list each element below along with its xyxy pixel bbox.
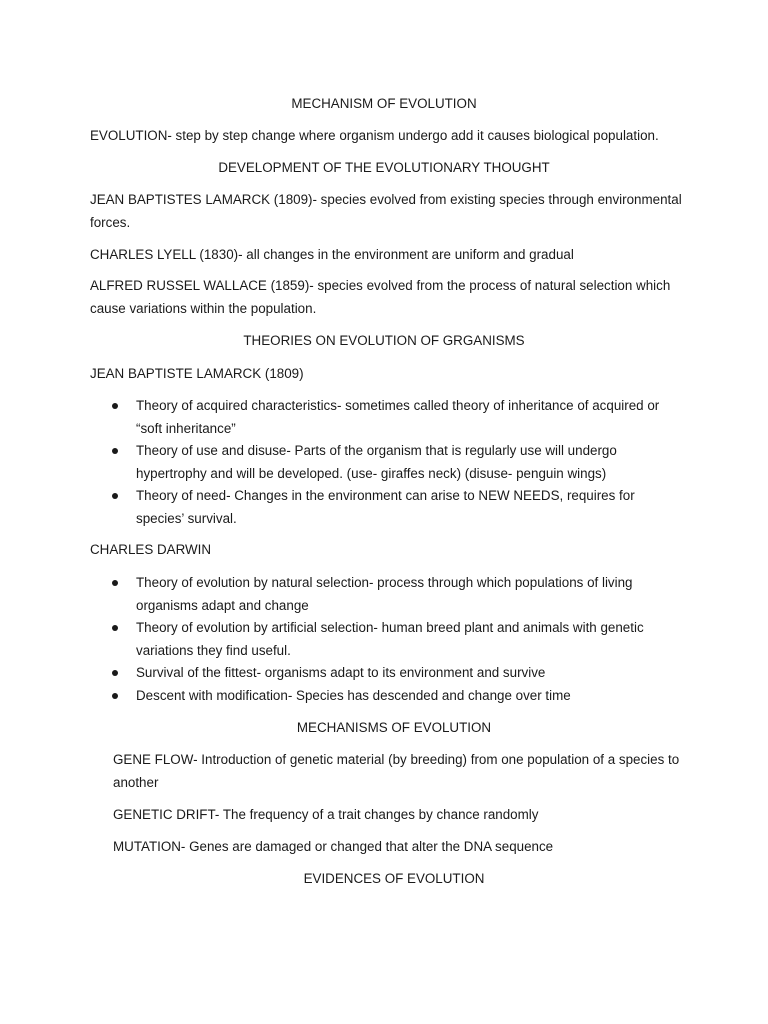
lyell-paragraph: CHARLES LYELL (1830)- all changes in the environment are uniform and gradual [90, 247, 574, 262]
darwin-heading: CHARLES DARWIN [90, 542, 212, 557]
gene-flow-paragraph: GENE FLOW- Introduction of genetic material (by breeding) from one population of a species to another [113, 752, 680, 790]
bullet-icon [112, 493, 118, 499]
list-item [90, 485, 682, 530]
list-item [90, 440, 682, 485]
mechanisms-heading: MECHANISMS OF EVOLUTION [296, 720, 492, 735]
list-item-text: Survival of the fittest- organisms adapt to its environment and survive [136, 665, 546, 680]
darwin-theory-list [90, 572, 682, 707]
list-item-text: Theory of acquired characteristics- sometimes called theory of inheritance of acquired or “soft inheritance” [136, 398, 660, 436]
bullet-icon [112, 670, 118, 676]
list-item-text: Theory of use and disuse- Parts of the organism that is regularly use will undergo hypertrophy and will be developed. (use- giraffes neck) (disuse- penguin wings) [136, 443, 617, 481]
lamarck-development-paragraph: JEAN BAPTISTES LAMARCK (1809)- species evolved from existing species through environmental forces. [90, 192, 682, 230]
development-heading: DEVELOPMENT OF THE EVOLUTIONARY THOUGHT [218, 160, 550, 175]
lamarck-heading: JEAN BAPTISTE LAMARCK (1809) [90, 366, 304, 381]
evidences-heading: EVIDENCES OF EVOLUTION [303, 871, 485, 886]
list-item-text: Descent with modification- Species has descended and change over time [136, 687, 571, 703]
list-item [90, 617, 682, 662]
list-item-text: Theory of evolution by artificial selection- human breed plant and animals with genetic variations they find useful. [136, 620, 644, 658]
mutation-paragraph: MUTATION- Genes are damaged or changed that alter the DNA sequence [113, 839, 554, 854]
list-item-text: Theory of evolution by natural selection- process through which populations of living organisms adapt and change [136, 575, 633, 613]
list-item [90, 395, 682, 440]
theories-heading: THEORIES ON EVOLUTION OF GRGANISMS [243, 333, 525, 348]
genetic-drift-paragraph: GENETIC DRIFT- The frequency of a trait changes by chance randomly [113, 807, 539, 822]
document-title: MECHANISM OF EVOLUTION [291, 96, 477, 111]
wallace-paragraph: ALFRED RUSSEL WALLACE (1859)- species evolved from the process of natural selection which cause variations within the population. [90, 278, 671, 316]
list-item-text: Theory of need- Changes in the environment can arise to NEW NEEDS, requires for species’ survival. [136, 488, 635, 526]
list-item [90, 662, 682, 685]
bullet-icon [112, 693, 118, 699]
list-item [90, 685, 682, 708]
list-item [90, 572, 682, 617]
bullet-icon [112, 580, 118, 586]
bullet-icon [112, 448, 118, 454]
bullet-icon [112, 403, 118, 409]
evolution-definition: EVOLUTION- step by step change where organism undergo add it causes biological population. [90, 128, 659, 143]
bullet-icon [112, 625, 118, 631]
lamarck-theory-list [90, 395, 682, 530]
